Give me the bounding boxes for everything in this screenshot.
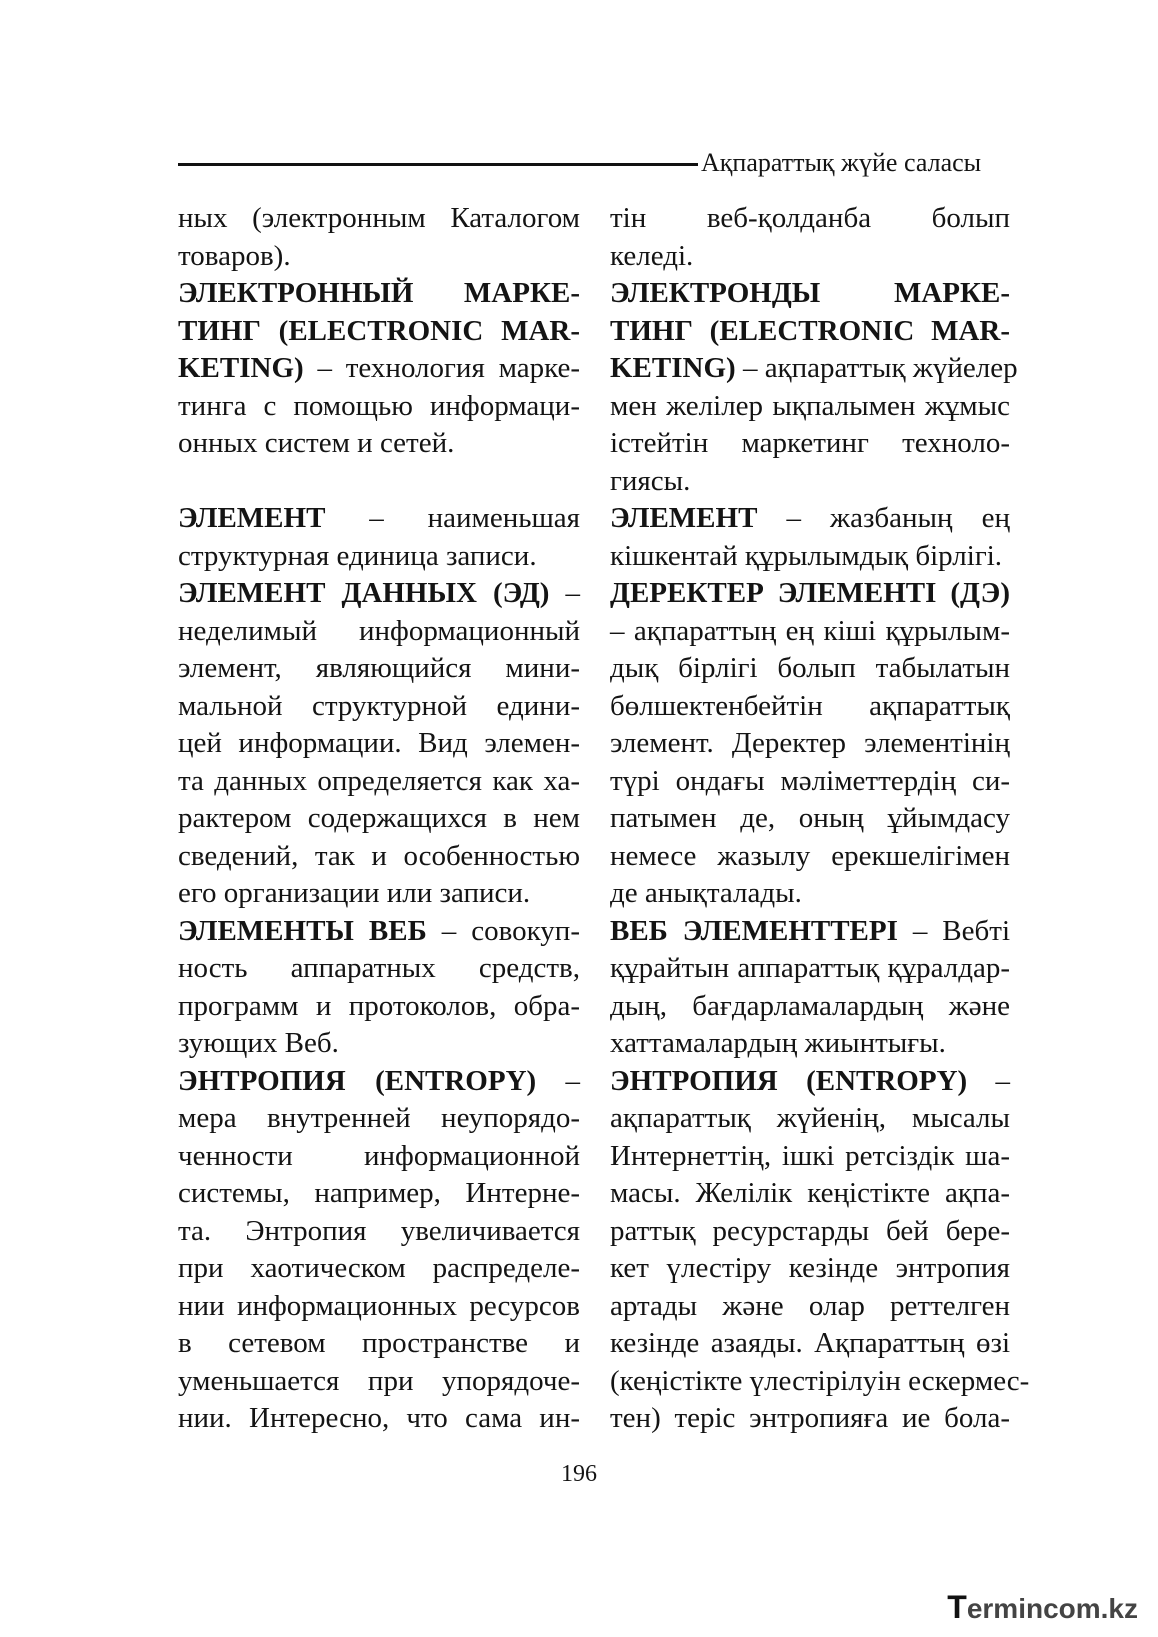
text-line: нии. Интересно, что сама ин- [178,1402,580,1434]
term-line: ДЕРЕКТЕР ЭЛЕМЕНТІ (ДЭ) [610,577,1010,609]
text-line: мен желілер ықпалымен жұмыс [610,389,1010,422]
definition-text: – технология марке- [303,352,580,384]
text-line: его организации или записи. [178,877,531,909]
text-line: дың, бағдарламалардың және [610,989,1010,1022]
term-text: ЭЛЕМЕНТ [610,502,758,534]
term-text: ЭНТРОПИЯ (ENTROPY) [178,1064,537,1097]
entry-element [178,500,580,575]
header-rule [178,163,698,166]
entry-element [610,500,1010,575]
text-line: гиясы. [610,464,691,497]
term-text: ВЕБ ЭЛЕМЕНТТЕРІ [610,914,898,947]
entry-web-elements [178,913,580,1063]
text-line: элемент, являющийся мини- [178,652,580,684]
text-line: ченности информационной [178,1139,580,1172]
text-line: бөлшектенбейтін ақпараттық [610,689,1010,722]
watermark-logo [947,1590,1138,1626]
term-text: ЭЛЕМЕНТЫ ВЕБ [178,914,427,947]
text-line: мера внутренней неупорядо- [178,1102,580,1134]
text-line: патымен де, оның ұйымдасу [610,802,1010,834]
text-line: мальной структурной едини- [178,689,580,722]
watermark-mark: T [947,1589,967,1625]
text-line: істейтін маркетинг техноло- [610,427,1010,459]
entry-data-element [178,575,580,913]
text-line: та. Энтропия увеличивается [178,1214,580,1247]
text-line: ақпараттық жүйенің, мысалы [610,1102,1010,1134]
text-line: Интернеттің, ішкі ретсіздік ша- [610,1139,1010,1172]
text-line: рактером содержащихся в нем [178,802,580,834]
text-line: уменьшается при упорядоче- [178,1364,580,1397]
left-column [178,200,580,1438]
entry-data-element [610,575,1010,913]
entry-web-elements [610,913,1010,1063]
text-line: онных систем и сетей. [178,427,455,459]
text-line: хаттамалардың жиынтығы. [610,1027,946,1059]
text-line: при хаотическом распределе- [178,1252,580,1284]
entry-entropy [610,1063,1030,1438]
term-text: KETING) [610,352,736,384]
text-line: неделимый информационный [178,614,580,647]
text-line: де анықталады. [610,877,802,909]
text-line: немесе жазылу ерекшелігімен [610,839,1010,872]
text-line: структурная единица записи. [178,539,537,572]
watermark-text: ermincom.kz [966,1593,1138,1624]
page-number: 196 [561,1461,597,1487]
term-line: ЭЛЕКТРОННЫЙ МАРКЕ- [178,277,580,309]
text-line: ность аппаратных средств, [178,952,580,984]
entry-electronic-marketing [610,275,1018,500]
text-line: ных (электронным Каталогом [178,202,580,234]
text-line: (кеңістікте үлестірілуін ескермес- [610,1364,1030,1397]
definition-text: – ақпараттық жүйелер [735,352,1018,384]
term-line: ЭЛЕКТРОНДЫ МАРКЕ- [610,277,1010,309]
term-line: ТИНГ (ELECTRONIC MAR- [610,314,1010,347]
text-line: дық бірлігі болып табылатын [610,652,1010,684]
text-line: раттық ресурстарды бей бере- [610,1214,1010,1247]
entry-electronic-marketing [178,275,580,463]
text-line: масы. Желілік кеңістікте ақпа- [610,1177,1010,1209]
text-line: товаров). [178,239,291,272]
term-text: ЭЛЕМЕНТ [178,502,326,534]
definition-text: – [536,1064,581,1097]
text-line: зующих Веб. [178,1027,339,1059]
definition-text: – совокуп- [426,914,580,947]
text-line: та данных определяется как ха- [178,764,580,797]
definition-text: – [549,577,581,609]
text-line: құрайтын аппараттық құралдар- [610,952,1010,984]
text-line: тен) теріс энтропияға ие бола- [610,1402,1010,1434]
text-line: тинга с помощью информаци- [178,389,580,422]
text-line: келеді. [610,239,694,272]
definition-text: – [967,1064,1011,1097]
text-line: цей информации. Вид элемен- [178,727,580,759]
text-line: түрі ондағы мәліметтердің си- [610,764,1010,797]
definition-text: – жазбаның ең [757,502,1010,534]
term-text: ЭНТРОПИЯ (ENTROPY) [610,1064,968,1097]
definition-text: – наименьшая [325,502,580,534]
text-line: – ақпараттың ең кіші құрылым- [610,614,1010,647]
text-line: нии информационных ресурсов [178,1289,580,1322]
text-line: кішкентай құрылымдық бірлігі. [610,539,1003,572]
entry-continuation [610,200,1010,275]
text-line: в сетевом пространстве и [178,1327,580,1359]
text-line: системы, например, Интерне- [178,1177,580,1209]
text-line: кезінде азаяды. Ақпараттың өзі [610,1327,1010,1359]
text-line: тін веб-қолданба болып [610,202,1010,234]
entry-continuation [178,200,580,275]
text-line: артады және олар реттелген [610,1289,1010,1322]
text-line: кет үлестіру кезінде энтропия [610,1252,1010,1284]
entry-entropy [178,1063,580,1438]
right-column [610,200,1030,1438]
blank-line [178,463,580,501]
term-text: ЭЛЕМЕНТ ДАННЫХ (ЭД) [178,577,550,609]
text-line: элемент. Деректер элементінің [610,727,1010,759]
term-line: ТИНГ (ELECTRONIC MAR- [178,314,580,347]
definition-text: – Вебті [897,914,1011,947]
text-line: сведений, так и особенностью [178,839,580,872]
running-header: Ақпараттық жүйе саласы [701,148,982,177]
text-line: программ и протоколов, обра- [178,989,580,1022]
term-text: KETING) [178,352,304,384]
